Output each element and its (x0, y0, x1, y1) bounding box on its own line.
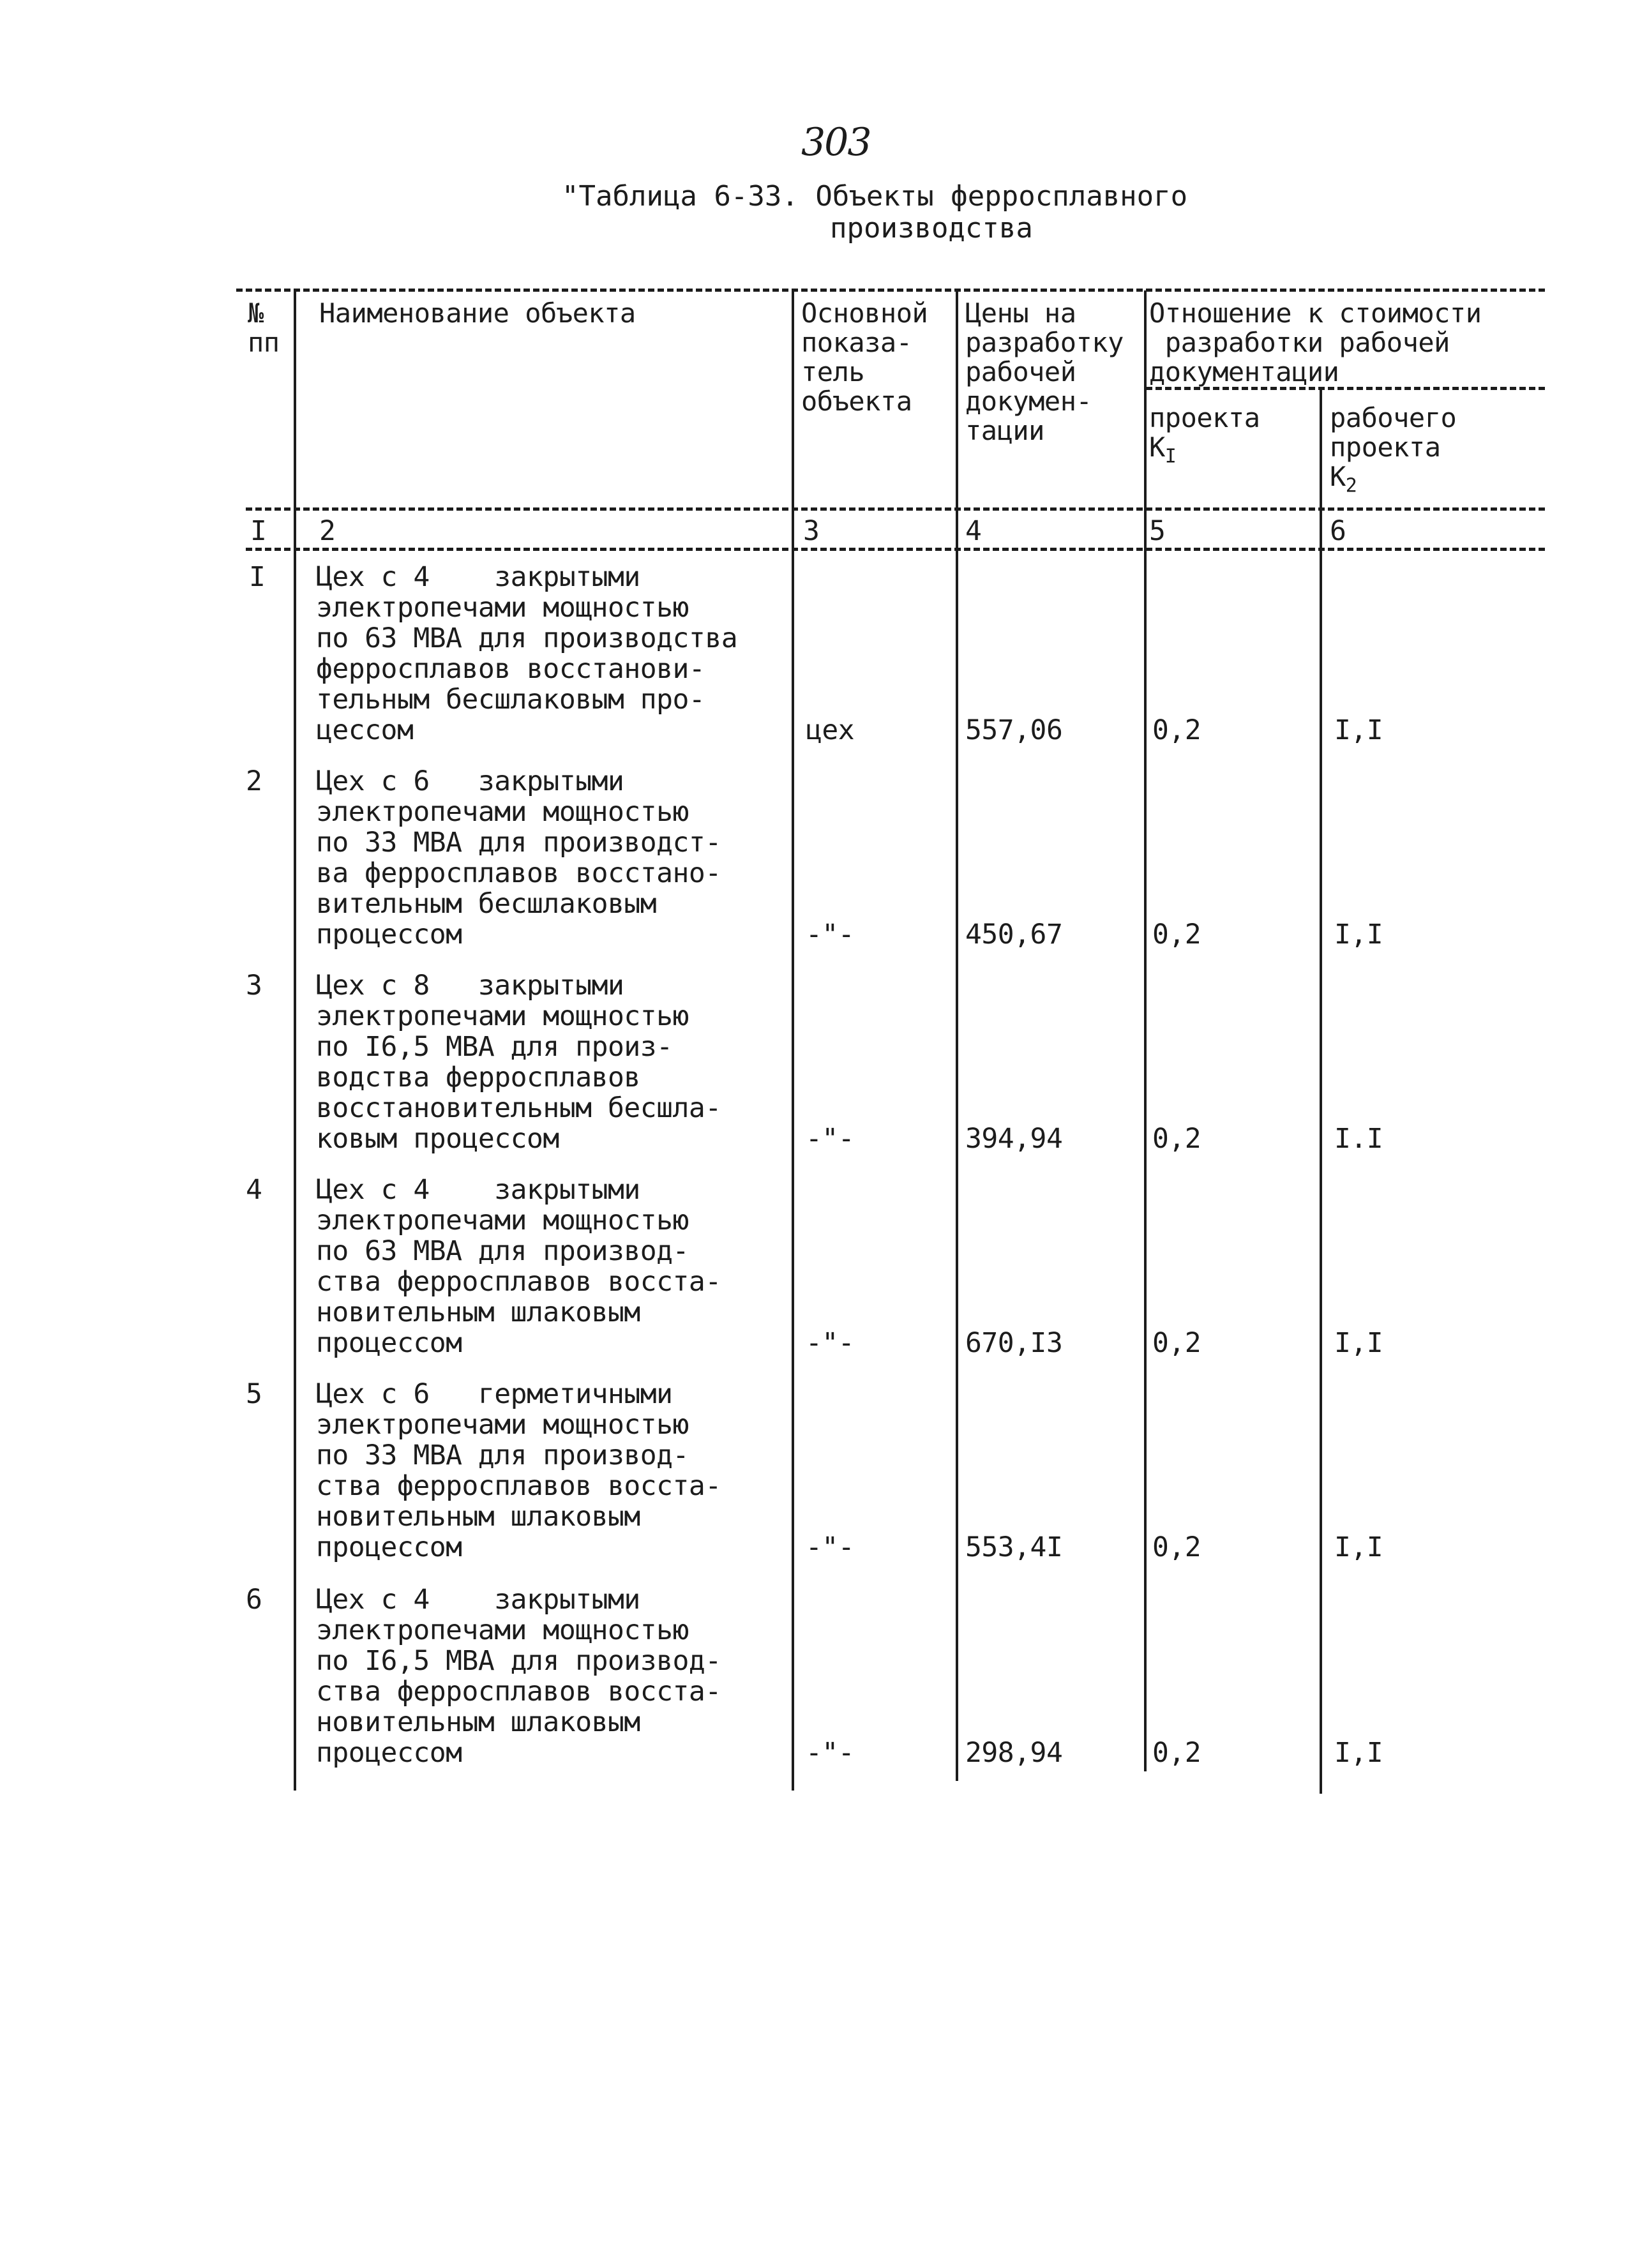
header-k1 (1149, 403, 1260, 471)
table-row-5-name: Цех с 6 герметичными электропечами мощностью по 33 МВА для производ- ства ферросплавов восста- новительным шлаковым процессом (316, 1378, 721, 1563)
column-number-4: 4 (965, 515, 982, 547)
table-row-1-k2: I,I (1334, 714, 1383, 746)
table-row-5-k2: I,I (1334, 1531, 1383, 1563)
table-row-6-k1: 0,2 (1152, 1737, 1201, 1769)
header-price: Цены на разработку рабочей докумен- тации (965, 297, 1124, 446)
header-k2 (1330, 403, 1456, 500)
table-row-6-name: Цех с 4 закрытыми электропечами мощностью по I6,5 МВА для производ- ства ферросплавов восста- новительным шлаковым процессом (316, 1584, 721, 1769)
table-row-6-price: 298,94 (965, 1737, 1063, 1769)
header-k2-text: рабочего проекта К (1330, 402, 1457, 492)
table-row-1-number: I (249, 561, 266, 593)
table-row-1-price: 557,06 (965, 714, 1063, 746)
colnum-bottom-rule (246, 548, 1545, 551)
header-bottom-rule (246, 507, 1545, 511)
col-divider-2 (792, 290, 794, 1791)
header-name: Наименование объекта (319, 297, 636, 329)
table-row-3-name: Цех с 8 закрытыми электропечами мощностью по I6,5 МВА для произ- водства ферросплавов восстановительным бесшла- ковым процессом (316, 970, 721, 1155)
col-divider-3 (956, 290, 958, 1781)
column-number-3: 3 (803, 515, 820, 547)
column-number-2: 2 (319, 515, 336, 547)
table-top-rule (236, 289, 1545, 292)
col-divider-4 (1144, 290, 1147, 1771)
table-row-4-name: Цех с 4 закрытыми электропечами мощностью по 63 МВА для производ- ства ферросплавов восста- новительным шлаковым процессом (316, 1174, 721, 1359)
header-k2-subscript: 2 (1345, 474, 1357, 497)
table-row-3-k1: 0,2 (1152, 1123, 1201, 1155)
table-row-4-indicator: -"- (806, 1327, 855, 1359)
table-row-6-k2: I,I (1334, 1737, 1383, 1769)
table-title-line1: "Таблица 6-33. Объекты ферросплавного (562, 180, 1188, 213)
table-title (562, 181, 1328, 244)
table-row-5-k1: 0,2 (1152, 1531, 1201, 1563)
table-row-3-price: 394,94 (965, 1123, 1063, 1155)
table-row-1-indicator: цех (806, 714, 855, 746)
col-divider-5 (1320, 389, 1322, 1794)
header-k1-text: проекта К (1149, 402, 1260, 463)
table-row-1-name: Цех с 4 закрытыми электропечами мощностью по 63 МВА для производства ферросплавов восстанови- тельным бесшлаковым про- цессом (316, 561, 738, 746)
table-row-4-price: 670,I3 (965, 1327, 1063, 1359)
table-row-1-k1: 0,2 (1152, 714, 1201, 746)
table-row-5-price: 553,4I (965, 1531, 1063, 1563)
column-number-1: I (250, 515, 267, 547)
table-row-3-number: 3 (246, 970, 262, 1002)
table-row-6-indicator: -"- (806, 1737, 855, 1769)
table-title-line2: производства (830, 212, 1033, 244)
header-k1-subscript: I (1164, 445, 1177, 468)
table-row-5-number: 5 (246, 1378, 262, 1410)
col-divider-1 (294, 290, 296, 1791)
table-row-4-k1: 0,2 (1152, 1327, 1201, 1359)
table-row-6-number: 6 (246, 1584, 262, 1616)
table-row-2-name: Цех с 6 закрытыми электропечами мощностью по 33 МВА для производст- ва ферросплавов восстано- вительным бесшлаковым процессом (316, 765, 721, 950)
column-number-5: 5 (1149, 515, 1166, 547)
table-row-3-indicator: -"- (806, 1123, 855, 1155)
header-ratio-group: Отношение к стоимости разработки рабочей документации (1149, 297, 1482, 387)
table-row-2-k2: I,I (1334, 919, 1383, 950)
table-row-4-number: 4 (246, 1174, 262, 1206)
header-number: № пп (248, 297, 280, 358)
table-row-5-indicator: -"- (806, 1531, 855, 1563)
table-row-2-price: 450,67 (965, 919, 1063, 950)
table-row-2-indicator: -"- (806, 919, 855, 950)
column-number-6: 6 (1330, 515, 1346, 547)
table-row-3-k2: I.I (1334, 1123, 1383, 1155)
table-row-4-k2: I,I (1334, 1327, 1383, 1359)
page-number: 303 (801, 120, 871, 165)
table-row-2-number: 2 (246, 765, 262, 797)
header-indicator: Основной показа- тель объекта (801, 297, 928, 417)
table-row-2-k1: 0,2 (1152, 919, 1201, 950)
